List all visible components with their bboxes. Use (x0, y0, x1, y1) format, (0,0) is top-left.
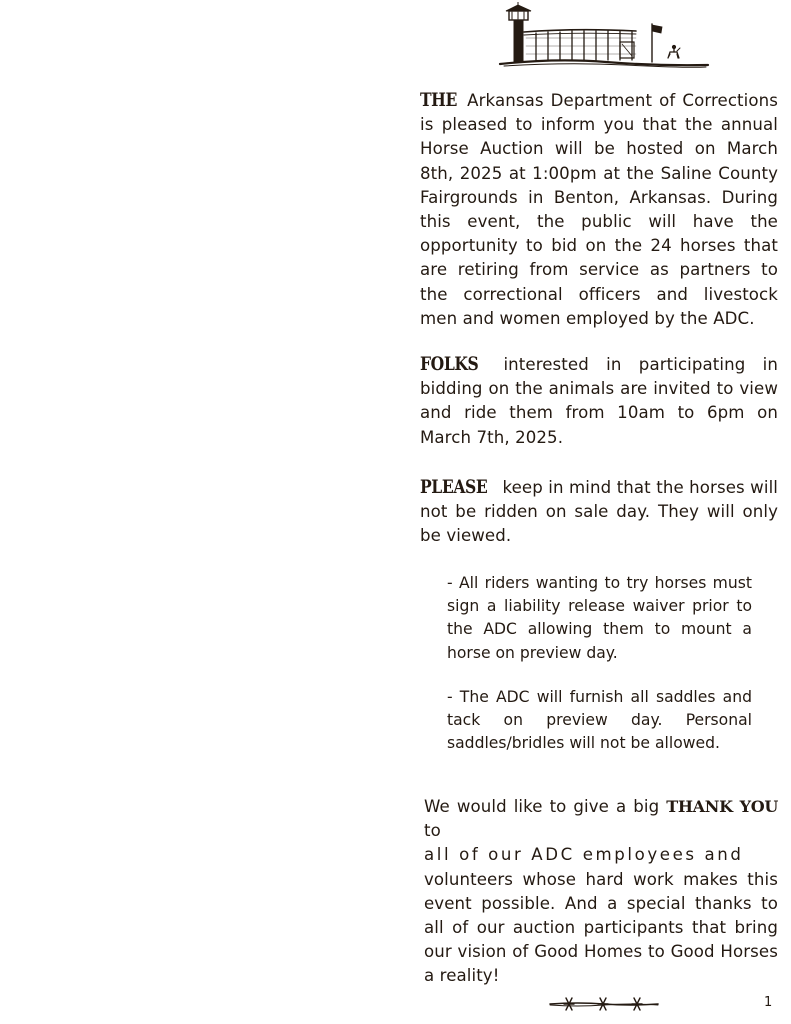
intro-paragraph (420, 88, 778, 331)
sale-day-paragraph (420, 475, 778, 549)
closing-text-after: to (424, 821, 441, 841)
paragraph-text: Arkansas Department of Corrections is pleased to inform you that the annual Horse Auction will be hosted on March 8th, 2025 at 1:00pm at the Saline County Fairgrounds in Benton, Arkansas. During this event, the public will have the opportunity to bid on the 24 horses that are retiring from service as partners to the correctional officers and livestock men and women employed by the ADC. (420, 91, 778, 328)
thank-you-line (424, 795, 778, 843)
thank-you-paragraph (424, 795, 778, 989)
thank-you-emphasis: THANK YOU (666, 797, 779, 816)
barbed-wire-divider-icon (548, 994, 660, 1014)
tack-bullet: - The ADC will furnish all saddles and tack on preview day. Personal saddles/bridles will not be allowed. (447, 688, 752, 753)
prison-fence-illustration-icon (496, 2, 712, 68)
preview-paragraph (420, 352, 778, 450)
page-number: 1 (764, 995, 773, 1010)
paragraph-lead-word: PLEASE (420, 476, 488, 498)
paragraph-text: interested in participating in bidding on the animals are invited to view and ride them from 10am to 6pm on March 7th, 2025. (420, 355, 778, 447)
paragraph-text: keep in mind that the horses will not be ridden on sale day. They will only be viewed. (420, 478, 778, 546)
closing-rest: volunteers whose hard work makes this event possible. And a special thanks to all of our auction participants that bring our vision of Good Homes to Good Horses a reality! (424, 869, 778, 986)
employees-line: all of our ADC employees and (424, 845, 744, 865)
paragraph-lead-word: THE (420, 89, 457, 111)
paragraph-lead-word: FOLKS (420, 353, 479, 375)
closing-text-before: We would like to give a big (424, 797, 667, 816)
rider-waiver-bullet: - All riders wanting to try horses must sign a liability release waiver prior to the ADC allowing them to mount a horse on preview day. (447, 574, 752, 662)
